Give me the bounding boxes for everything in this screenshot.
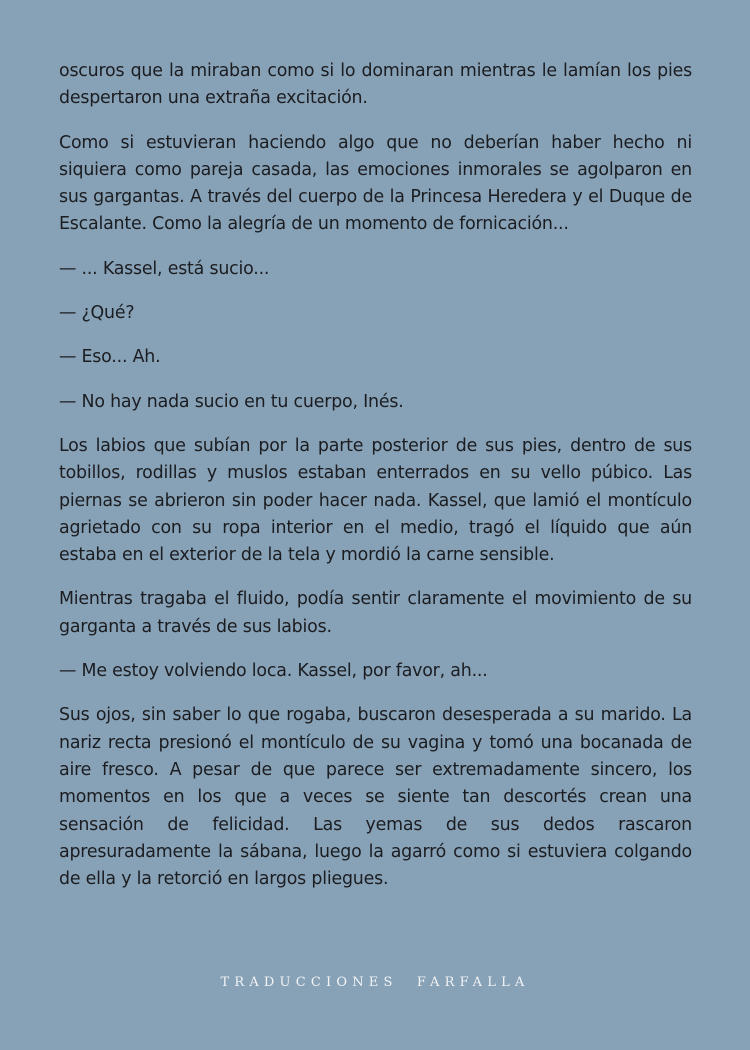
paragraph: Sus ojos, sin saber lo que rogaba, buscaron desesperada a su marido. La nariz recta presionó el montículo de su vagina y tomó una bocanada de aire fresco. A pesar de que parece ser extremadamente sincero, los momentos en los que a veces se siente tan descortés crean una sensación de felicidad. Las yemas de sus dedos rascaron apresuradamente la sábana, luego la agarró como si estuviera colgando de ella y la retorció en largos pliegues. [59,705,692,890]
dialogue-line: — No hay nada sucio en tu cuerpo, Inés. [59,391,404,412]
translator-credit-footer: TRADUCCIONES FARFALLA [220,975,530,990]
page-body [59,58,692,910]
dialogue-line: — Me estoy volviendo loca. Kassel, por favor, ah... [59,661,488,682]
paragraph: oscuros que la miraban como si lo dominaran mientras le lamían los pies despertaron una extraña excitación. [59,61,692,109]
paragraph: Los labios que subían por la parte posterior de sus pies, dentro de sus tobillos, rodillas y muslos estaban enterrados en su vello púbico. Las piernas se abrieron sin poder hacer nada. Kassel, que lamió el montículo agrietado con su ropa interior en el medio, tragó el líquido que aún estaba en el exterior de la tela y mordió la carne sensible. [59,435,692,566]
dialogue-line: — Eso... Ah. [59,347,161,368]
paragraph: Mientras tragaba el fluido, podía sentir claramente el movimiento de su garganta a través de sus labios. [59,589,692,637]
dialogue-line: — ... Kassel, está sucio... [59,258,270,279]
dialogue-line: — ¿Qué? [59,303,135,324]
paragraph: Como si estuvieran haciendo algo que no deberían haber hecho ni siquiera como pareja casada, las emociones inmorales se agolparon en sus gargantas. A través del cuerpo de la Princesa Heredera y el Duque de Escalante. Como la alegría de un momento de fornicación... [59,132,692,235]
